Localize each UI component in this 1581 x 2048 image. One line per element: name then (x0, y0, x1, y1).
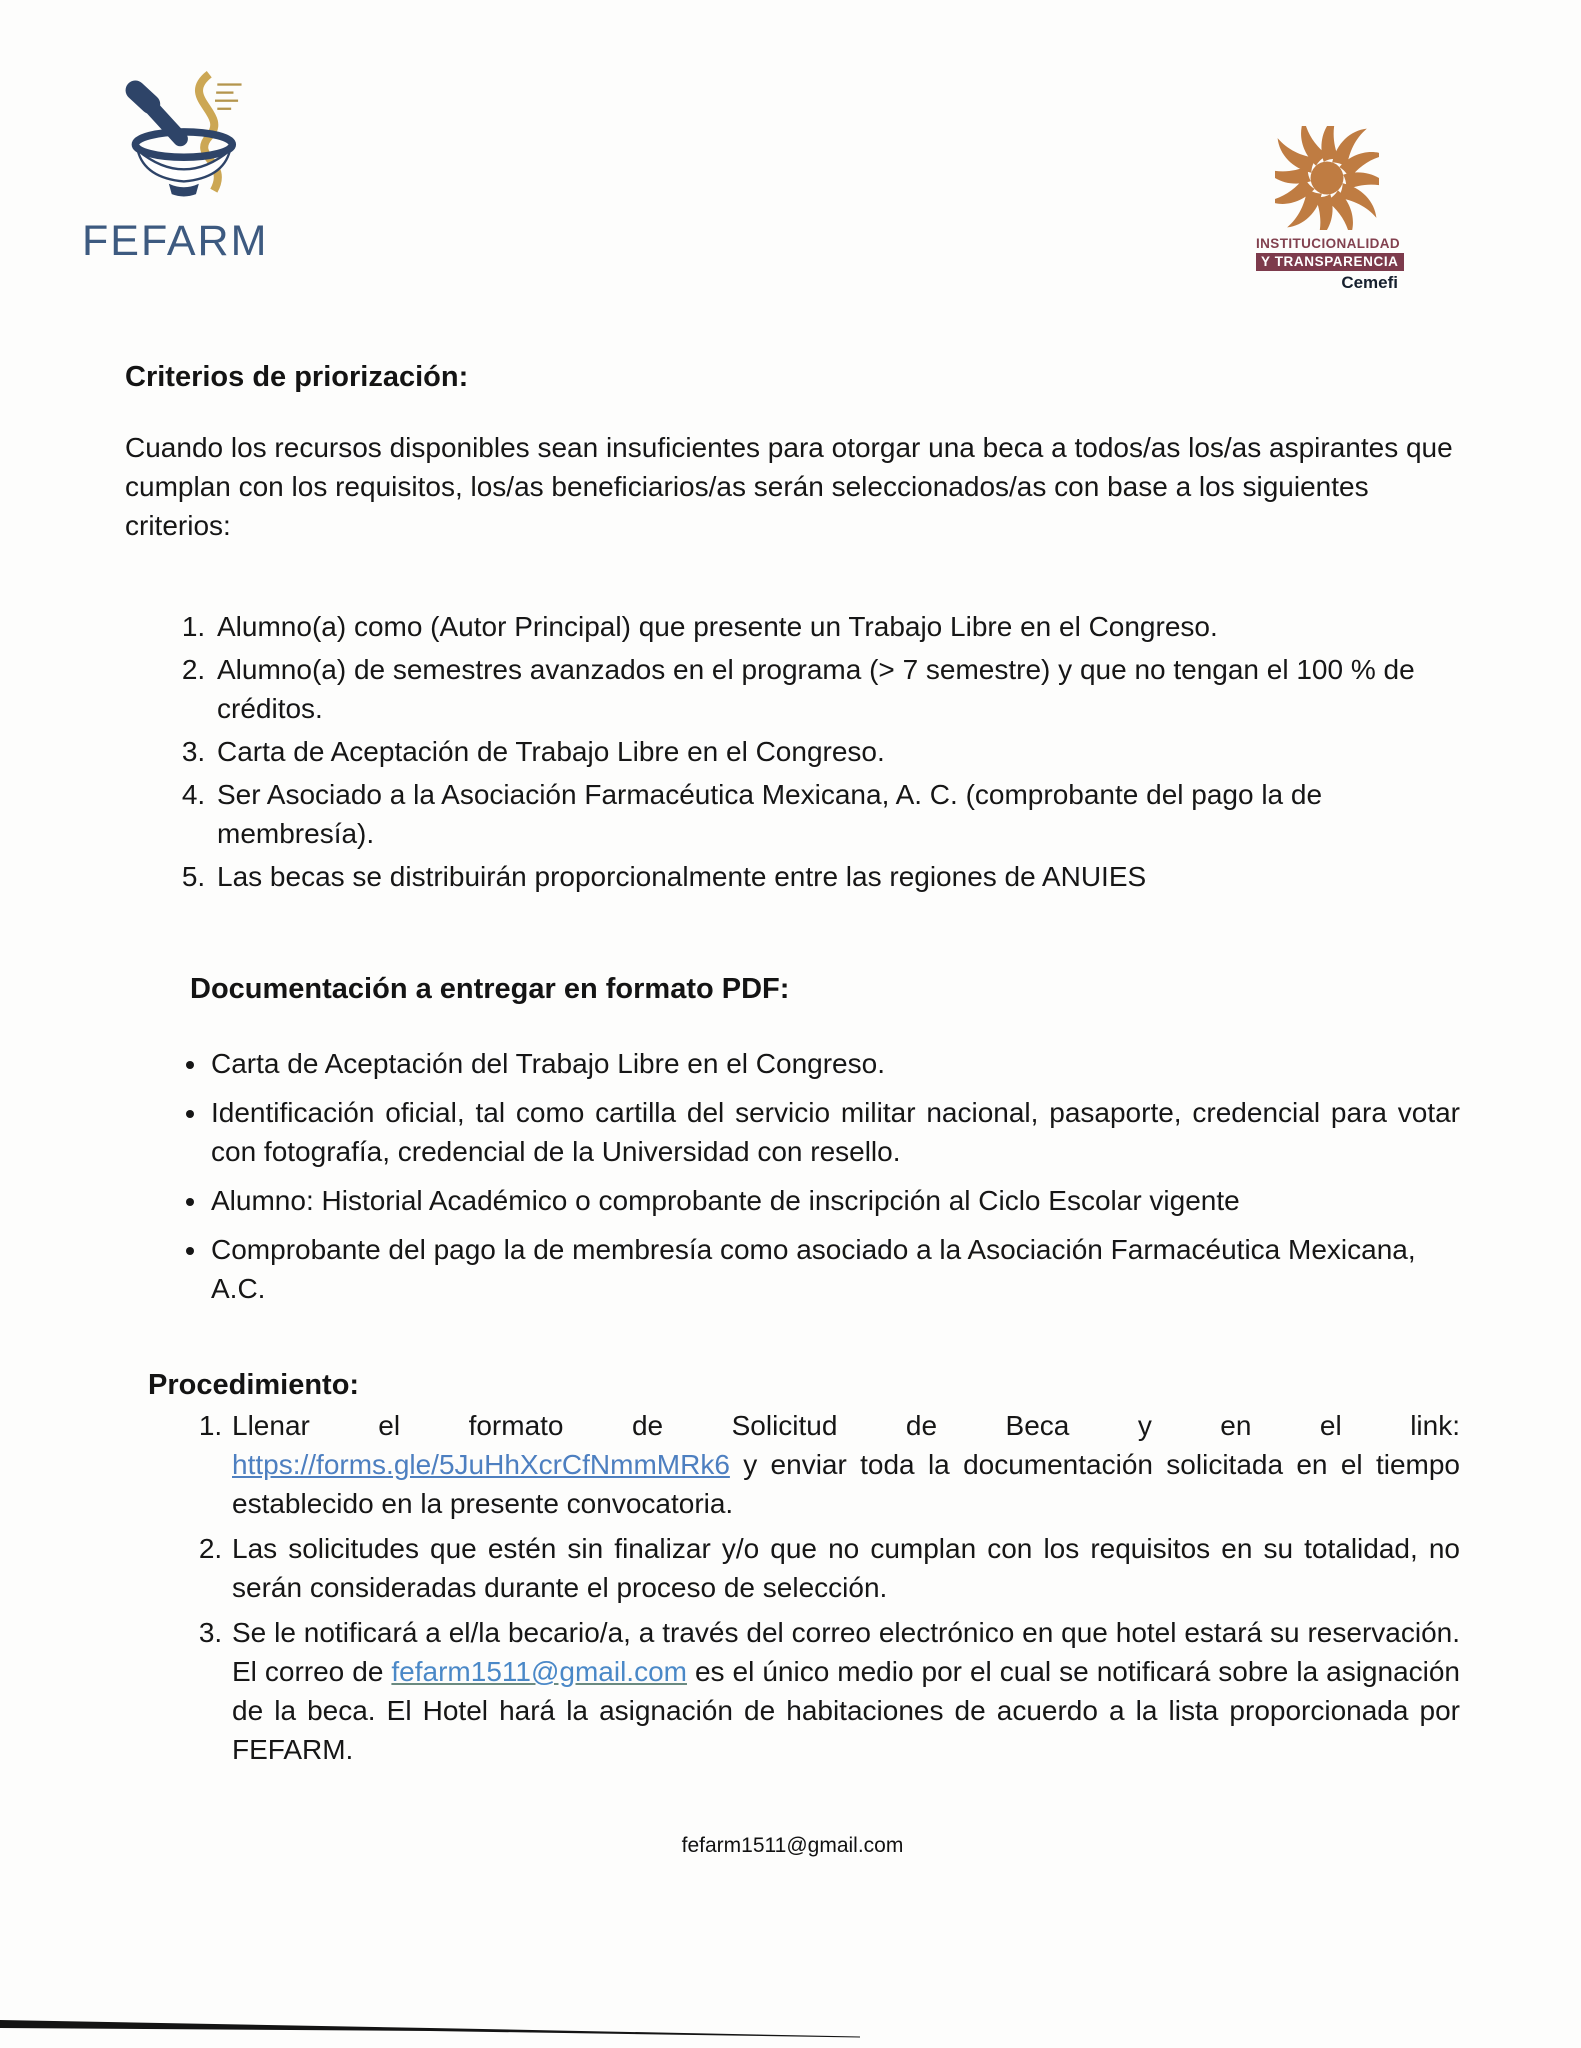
procedure-step-post: es el único medio por el cual se notificará sobre la asignación de la beca. El Hotel hará la asignación de habitaciones de acuerdo a la lista proporcionada por FEFARM. (232, 1656, 1461, 1765)
mortar-pestle-icon (110, 68, 260, 213)
documentacion-list (125, 1044, 1460, 1308)
footer-email: fefarm1511@gmail.com (681, 1834, 904, 1857)
criterios-intro: Cuando los recursos disponibles sean insuficientes para otorgar una beca a todos/as los/as aspirantes que cumplan con los requisitos, los/as beneficiarios/as serán seleccionados/as con base a los siguientes criterios: (125, 432, 1453, 541)
procedure-step-body (232, 1445, 1460, 1523)
documentacion-heading: Documentación a entregar en formato PDF: (190, 973, 790, 1005)
cemefi-spiral-icon (1275, 126, 1379, 230)
criterios-list (125, 607, 1460, 896)
list-item: 5. Las becas se distribuirán proporcionalmente entre las regiones de ANUIES (213, 857, 1460, 896)
scan-edge-line (0, 2016, 900, 2042)
list-item: • Carta de Aceptación del Trabajo Libre en el Congreso. (209, 1044, 1460, 1083)
criterios-heading: Criterios de priorización: (125, 361, 469, 393)
fefarm-logo (82, 68, 272, 266)
procedimiento-heading: Procedimiento: (148, 1369, 360, 1401)
list-item (230, 1406, 1460, 1523)
procedimiento-list (125, 1406, 1460, 1769)
email-link[interactable]: fefarm1511@gmail.com (391, 1656, 687, 1687)
cemefi-transparencia-badge: Y TRANSPARENCIA (1256, 253, 1404, 271)
forms-link[interactable]: https://forms.gle/5JuHhXcrCfNmmMRk6 (232, 1449, 730, 1480)
fefarm-wordmark: FEFARM (82, 217, 269, 265)
procedure-step-rest: y enviar toda la documentación solicitada en el tiempo establecido en la presente convocatoria. (232, 1449, 1460, 1519)
list-item: 2. Alumno(a) de semestres avanzados en el programa (> 7 semestre) y que no tengan el 100 % de créditos. (213, 650, 1460, 728)
list-item: • Alumno: Historial Académico o comprobante de inscripción al Ciclo Escolar vigente (209, 1181, 1460, 1220)
list-item: • Identificación oficial, tal como cartilla del servicio militar nacional, pasaporte, credencial para votar con fotografía, credencial de la Universidad con resello. (209, 1093, 1460, 1171)
list-item: • Comprobante del pago la de membresía como asociado a la Asociación Farmacéutica Mexicana, A.C. (209, 1230, 1460, 1308)
cemefi-institucionalidad-label: INSTITUCIONALIDAD (1256, 236, 1401, 251)
procedure-step-lead: 1. Llenar el formato de Solicitud de Beca y en el link: (232, 1410, 1460, 1441)
document-body (125, 358, 1460, 1859)
cemefi-wordmark: Cemefi (1341, 273, 1398, 292)
cemefi-logo (1256, 126, 1401, 293)
list-item: 4. Ser Asociado a la Asociación Farmacéutica Mexicana, A. C. (comprobante del pago la de membresía). (213, 775, 1460, 853)
list-item (230, 1613, 1460, 1769)
list-item: 1. Alumno(a) como (Autor Principal) que presente un Trabajo Libre en el Congreso. (213, 607, 1460, 646)
procedure-step-pre: Se le notificará a el/la becario/a, a través del correo electrónico en que hotel estará su reservación. El correo de (232, 1617, 1460, 1687)
list-item: 2. Las solicitudes que estén sin finalizar y/o que no cumplan con los requisitos en su totalidad, no serán consideradas durante el proceso de selección. (230, 1529, 1460, 1607)
list-item: 3. Carta de Aceptación de Trabajo Libre en el Congreso. (213, 732, 1460, 771)
